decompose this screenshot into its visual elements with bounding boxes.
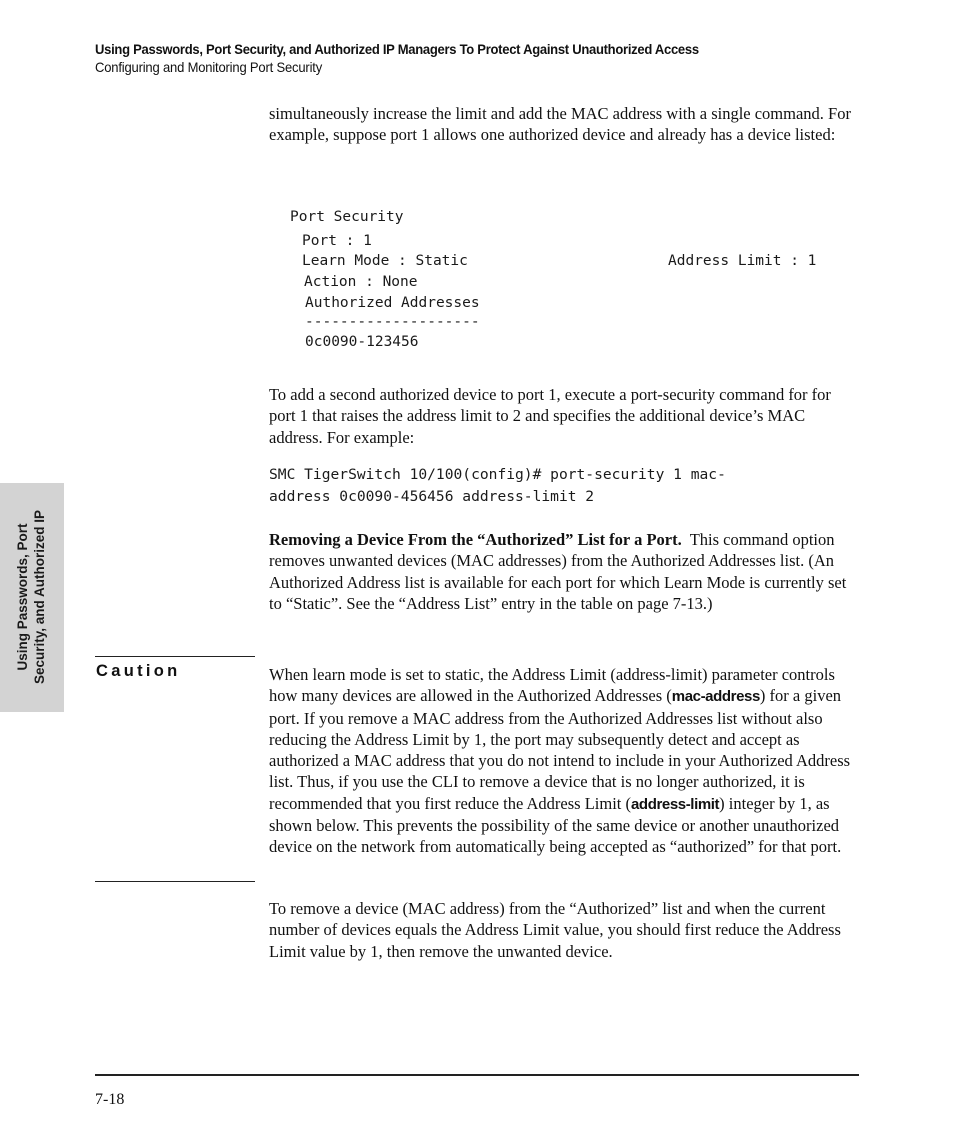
page-number: 7-18 — [95, 1091, 125, 1108]
removing-section-body: This command option removes unwanted devices (MAC addresses) from the Authorized Addresses list. (An Authorized Address list is available for each port for which Learn Mode is currently set to “Static”. See the “Address List” entry in the table on page 7-13.) — [269, 530, 847, 613]
chapter-side-tab-label — [14, 487, 48, 707]
caution-label: Caution — [96, 662, 181, 680]
intro-paragraph: simultaneously increase the limit and add the MAC address with a single command. For example, suppose port 1 allows one authorized device and already has a device listed: — [269, 104, 851, 145]
side-tab-line-1: Using Passwords, Port — [15, 523, 30, 671]
command-example — [269, 464, 869, 507]
cli-address-limit-line: Address Limit : 1 — [668, 253, 817, 269]
caution-text-part-3: ) integer by 1, as shown below. This prevents the possibility of the same device or another unauthorized device on the network from automatically being accepted as “authorized” for that port. — [269, 793, 842, 857]
cli-port-line: Port : 1 — [302, 233, 372, 249]
second-paragraph: To add a second authorized device to port 1, execute a port-security command for for port 1 that raises the address limit to 2 and specifies the additional device’s MAC address. For example: — [269, 385, 831, 447]
footer-rule — [95, 1074, 859, 1076]
command-line-2: address 0c0090-456456 address-limit 2 — [269, 487, 595, 505]
removing-section-heading: Removing a Device From the “Authorized” List for a Port. — [269, 530, 682, 549]
command-line-1: SMC TigerSwitch 10/100(config)# port-security 1 mac- — [269, 466, 726, 483]
caution-keyword-address-limit: address-limit — [630, 795, 720, 813]
cli-learn-mode-line: Learn Mode : Static — [302, 253, 468, 269]
cli-action-line: Action : None — [304, 274, 418, 290]
running-header-subtitle: Configuring and Monitoring Port Security — [95, 59, 323, 75]
caution-bottom-rule — [95, 881, 255, 882]
caution-text-part-1: When learn mode is set to static, the Address Limit (address-limit) parameter controls how many devices are allowed in the Authorized Addresses ( — [269, 665, 835, 706]
final-paragraph: To remove a device (MAC address) from the “Authorized” list and when the current number of devices equals the Address Limit value, you should first reduce the Address Limit value by 1, then remove the unwanted device. — [269, 899, 841, 961]
cli-heading: Port Security — [290, 209, 404, 225]
cli-authorized-addresses-heading: Authorized Addresses — [305, 295, 480, 311]
side-tab-line-2: Security, and Authorized IP — [32, 509, 47, 685]
cli-separator: -------------------- — [305, 314, 480, 330]
removing-section — [269, 529, 859, 614]
caution-body — [269, 664, 859, 858]
running-header-title: Using Passwords, Port Security, and Authorized IP Managers To Protect Against Unauthorized Access — [95, 41, 699, 57]
caution-text-part-2: ) for a given port. If you remove a MAC address from the Authorized Addresses list without also reducing the Address Limit by 1, the port may subsequently detect and accept as authorized a MAC address that you do not intend to include in your Authorized Address list. Thus, if you use the CLI to remove a device that is no longer authorized, it is recommended that you first reduce the Address Limit ( — [269, 686, 851, 813]
cli-address-entry: 0c0090-123456 — [305, 334, 419, 350]
caution-top-rule — [95, 656, 255, 657]
caution-keyword-mac-address: mac-address — [671, 688, 760, 706]
